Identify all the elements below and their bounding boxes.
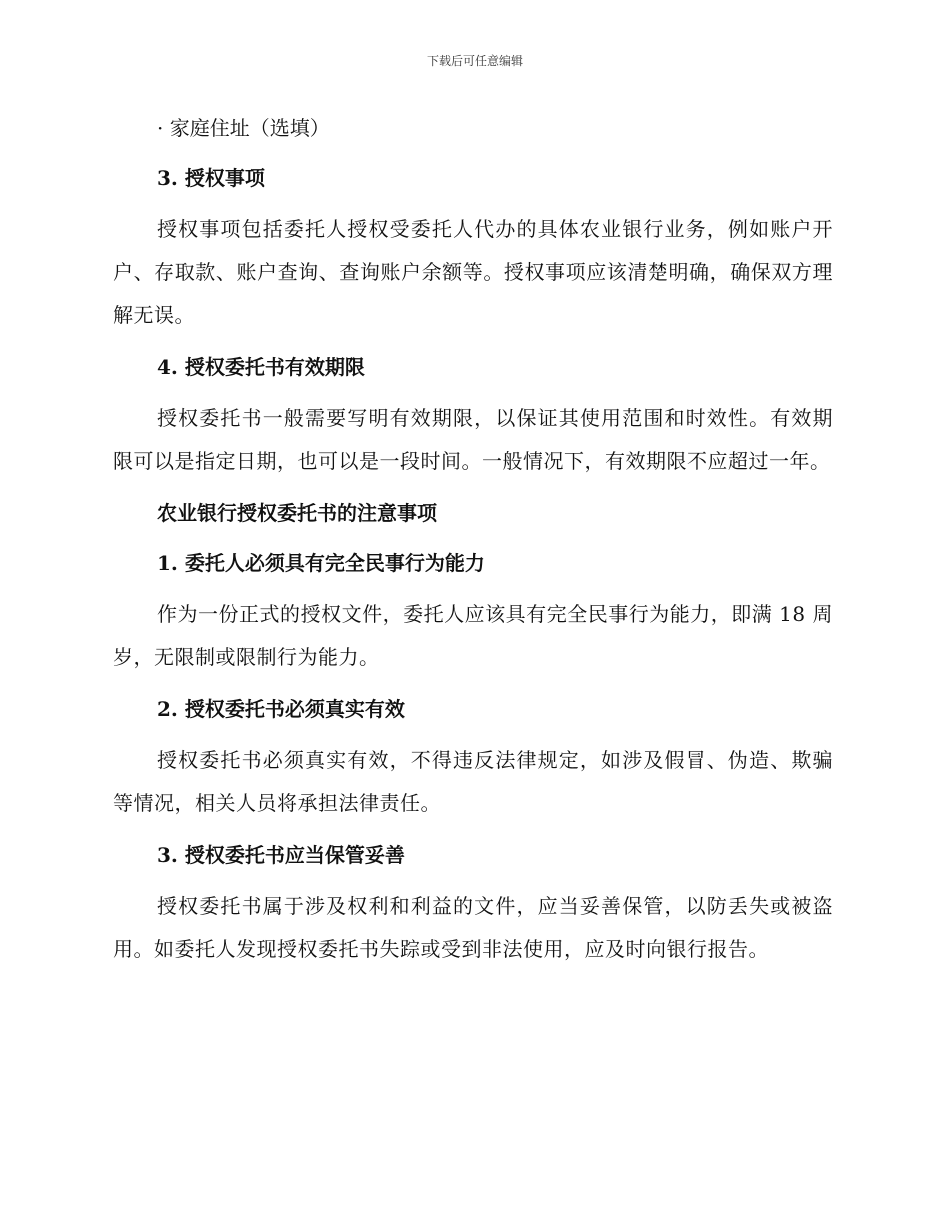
paragraph-note-1: 作为一份正式的授权文件，委托人应该具有完全民事行为能力，即满 18 周岁，无限制或限制行为能力。 xyxy=(113,602,833,669)
heading-note-3: 3. 授权委托书应当保管妥善 xyxy=(157,843,405,867)
heading-authorization-items: 3. 授权事项 xyxy=(157,166,265,190)
page-header: 下载后可任意编辑 xyxy=(426,54,523,68)
paragraph-authorization-items: 授权事项包括委托人授权受委托人代办的具体农业银行业务，例如账户开户、存取款、账户查询、查询账户余额等。授权事项应该清楚明确，确保双方理解无误。 xyxy=(113,217,833,327)
heading-note-1: 1. 委托人必须具有完全民事行为能力 xyxy=(157,551,485,575)
paragraph-validity-period: 授权委托书一般需要写明有效期限，以保证其使用范围和时效性。有效期限可以是指定日期，也可以是一段时间。一般情况下，有效期限不应超过一年。 xyxy=(113,406,833,473)
heading-validity-period: 4. 授权委托书有效期限 xyxy=(157,355,365,379)
paragraph-note-3: 授权委托书属于涉及权利和利益的文件，应当妥善保管，以防丢失或被盗用。如委托人发现授权委托书失踪或受到非法使用，应及时向银行报告。 xyxy=(113,894,833,961)
heading-notes: 农业银行授权委托书的注意事项 xyxy=(157,501,437,525)
document-body xyxy=(113,108,833,981)
bullet-home-address: · 家庭住址（选填） xyxy=(157,116,330,140)
paragraph-note-2: 授权委托书必须真实有效，不得违反法律规定，如涉及假冒、伪造、欺骗等情况，相关人员将承担法律责任。 xyxy=(113,748,833,815)
heading-note-2: 2. 授权委托书必须真实有效 xyxy=(157,697,405,721)
